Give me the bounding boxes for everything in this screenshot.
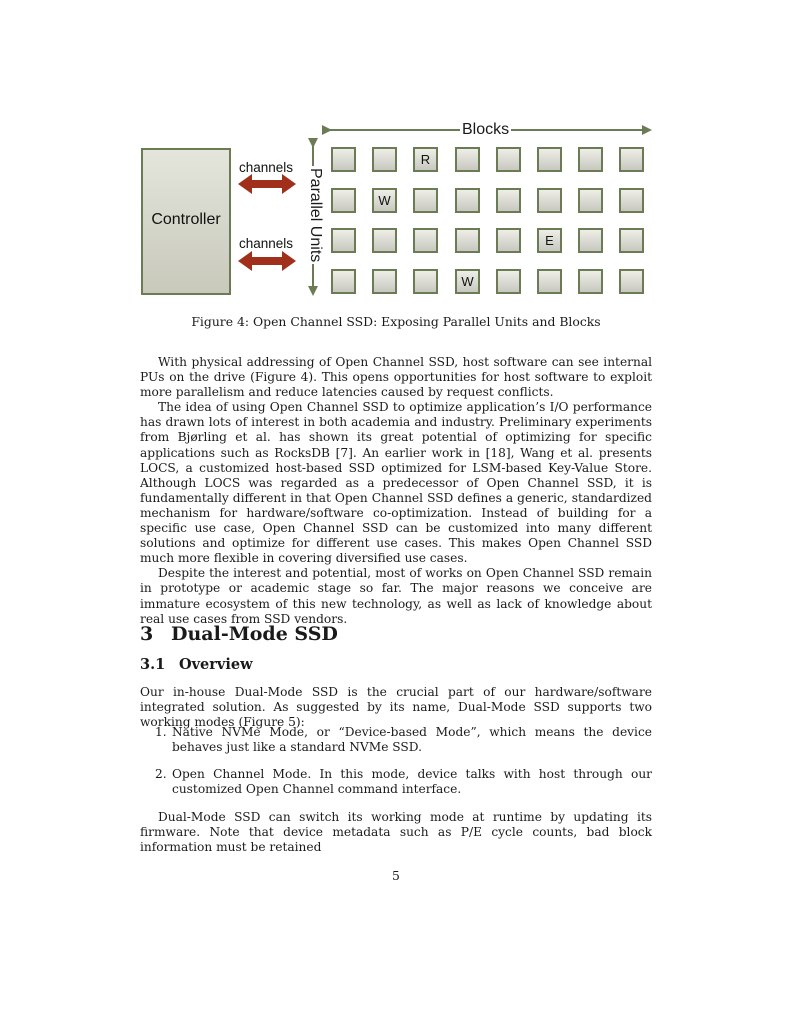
paragraph-1: With physical addressing of Open Channel SSD, host software can see internal PUs on the drive (Figure 4). This opens opportunities for host software to exploit more parallelism and reduce latencies caused by request conflicts.	[140, 355, 652, 400]
block-cell	[331, 269, 356, 294]
channel-arrow-bottom	[238, 251, 296, 271]
block-cell	[331, 188, 356, 213]
block-cell	[413, 269, 438, 294]
block-cell	[455, 228, 480, 253]
parallel-units-label: Parallel Units	[307, 168, 324, 263]
subsection-number: 3.1	[140, 656, 166, 673]
block-cell	[496, 188, 521, 213]
block-cell	[413, 188, 438, 213]
block-cell	[372, 147, 397, 172]
overview-closing: Dual-Mode SSD can switch its working mode at runtime by updating its firmware. Note that device metadata such as P/E cycle counts, bad block information must be retained	[140, 810, 652, 855]
block-cell	[619, 188, 644, 213]
channels-label-top: channels	[239, 160, 294, 175]
block-cell	[455, 147, 480, 172]
list-item-number: 1.	[155, 725, 167, 739]
block-cell: W	[372, 188, 397, 213]
block-cell	[413, 228, 438, 253]
block-cell: W	[455, 269, 480, 294]
block-cell	[496, 228, 521, 253]
section-title-text: Dual-Mode SSD	[171, 623, 338, 645]
block-cell	[331, 147, 356, 172]
block-cell: R	[413, 147, 438, 172]
channel-arrow-top	[238, 174, 296, 194]
list-item	[140, 767, 652, 797]
channels-label-bottom: channels	[239, 236, 294, 251]
list-item-number: 2.	[155, 767, 167, 781]
block-cell	[372, 228, 397, 253]
list-item-text: Native NVMe Mode, or “Device-based Mode”, which means the device behaves just like a standard NVMe SSD.	[172, 725, 652, 755]
figure-caption: Figure 4: Open Channel SSD: Exposing Parallel Units and Blocks	[191, 314, 601, 329]
block-cell	[578, 228, 603, 253]
body-text-top	[140, 355, 652, 627]
block-cell	[496, 147, 521, 172]
block-cell	[496, 269, 521, 294]
block-cell	[578, 188, 603, 213]
subsection-title	[140, 656, 253, 673]
blocks-label: Blocks	[462, 121, 510, 138]
list-item	[140, 725, 652, 755]
block-cell	[619, 269, 644, 294]
block-cell	[331, 228, 356, 253]
block-cell	[578, 269, 603, 294]
block-cell: E	[537, 228, 562, 253]
overview-intro: Our in-house Dual-Mode SSD is the crucial part of our hardware/software integrated solution. As suggested by its name, Dual-Mode SSD supports two working modes (Figure 5):	[140, 685, 652, 730]
block-cell	[455, 188, 480, 213]
block-cell	[372, 269, 397, 294]
block-cell	[619, 228, 644, 253]
page-number: 5	[392, 868, 400, 883]
section-title	[140, 623, 338, 645]
controller-label: Controller	[151, 211, 221, 228]
subsection-title-text: Overview	[179, 656, 253, 673]
paragraph-3: Despite the interest and potential, most of works on Open Channel SSD remain in prototype or academic stage so far. The major reasons we conceive are immature ecosystem of this new technology, as well as lack of knowledge about real use cases from SSD vendors.	[140, 566, 652, 626]
block-cell	[537, 147, 562, 172]
block-cell	[578, 147, 603, 172]
section-number: 3	[140, 623, 154, 645]
paragraph-2: The idea of using Open Channel SSD to optimize application’s I/O performance has drawn lots of interest in both academia and industry. Preliminary experiments from Bjørling et al. has shown its great potential of optimizing for specific applications such as RocksDB [7]. An earlier work in [18], Wang et al. presents LOCS, a customized host-based SSD optimized for LSM-based Key-Value Store. Although LOCS was regarded as a predecessor of Open Channel SSD, it is fundamentally different in that Open Channel SSD defines a generic, standardized mechanism for hardware/software co-optimization. Instead of building for a specific use case, Open Channel SSD can be customized into many different solutions and optimize for different use cases. This makes Open Channel SSD much more flexible in covering diversified use cases.	[140, 400, 652, 566]
block-cell	[537, 269, 562, 294]
list-item-text: Open Channel Mode. In this mode, device talks with host through our customized Open Channel command interface.	[172, 767, 652, 797]
block-cell	[537, 188, 562, 213]
block-cell	[619, 147, 644, 172]
